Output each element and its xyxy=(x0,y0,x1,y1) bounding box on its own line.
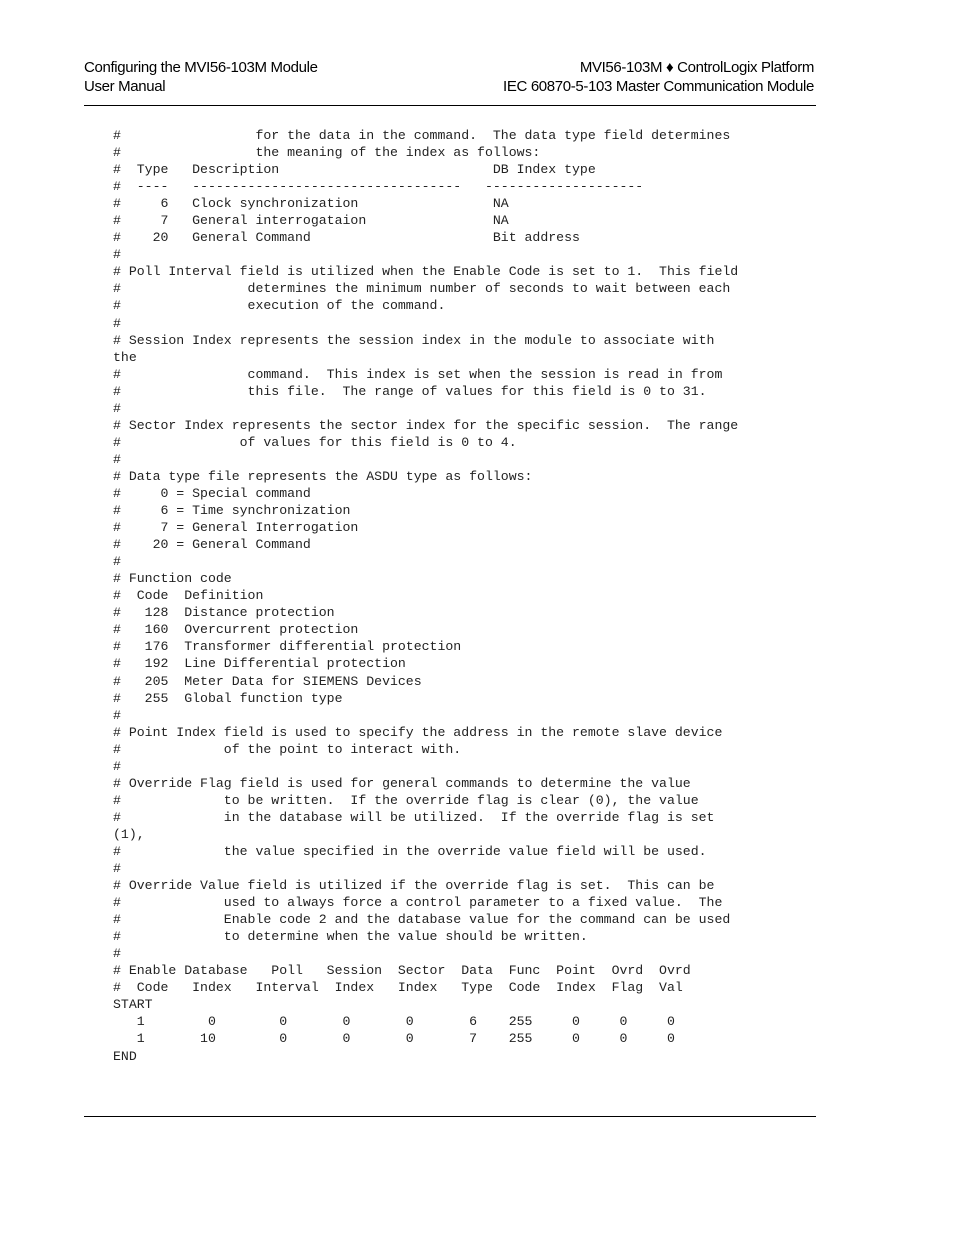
code-line: # xyxy=(113,451,121,467)
code-line: # Code Index Interval Index Index Type Code Index Flag Val xyxy=(113,980,683,996)
code-line: (1), xyxy=(113,826,145,842)
code-line: # determines the minimum number of seconds to wait between each xyxy=(113,281,731,297)
code-line: # 205 Meter Data for SIEMENS Devices xyxy=(113,673,422,689)
code-line: # in the database will be utilized. If the override flag is set xyxy=(113,809,715,825)
code-line: # 160 Overcurrent protection xyxy=(113,622,359,638)
code-line: # Point Index field is used to specify the address in the remote slave device xyxy=(113,724,723,740)
code-line: # Sector Index represents the sector index for the specific session. The range xyxy=(113,417,739,433)
code-line: # 6 Clock synchronization NA xyxy=(113,196,509,212)
code-line: # 176 Transformer differential protection xyxy=(113,639,462,655)
code-line: # Override Value field is utilized if the override flag is set. This can be xyxy=(113,878,715,894)
code-line: # Function code xyxy=(113,571,232,587)
code-line: # xyxy=(113,861,121,877)
code-line: # ---- ---------------------------------- -------------------- xyxy=(113,179,644,195)
code-line: # 0 = Special command xyxy=(113,485,311,501)
footer-divider xyxy=(84,1116,816,1117)
code-line: # 255 Global function type xyxy=(113,690,343,706)
code-line: # this file. The range of values for this field is 0 to 31. xyxy=(113,383,707,399)
code-line: # xyxy=(113,946,121,962)
code-line: # the meaning of the index as follows: xyxy=(113,145,541,161)
code-line: START xyxy=(113,997,153,1013)
config-file-listing xyxy=(113,127,813,1065)
code-line: # 192 Line Differential protection xyxy=(113,656,406,672)
code-line: # 7 = General Interrogation xyxy=(113,520,359,536)
code-line: # Type Description DB Index type xyxy=(113,162,596,178)
code-line: the xyxy=(113,349,137,365)
header-right xyxy=(503,58,814,96)
code-line: # used to always force a control parameter to a fixed value. The xyxy=(113,895,723,911)
code-line: # 7 General interrogataion NA xyxy=(113,213,509,229)
code-line: END xyxy=(113,1048,137,1064)
code-line: # 20 = General Command xyxy=(113,537,311,553)
code-line: 1 0 0 0 0 6 255 0 0 0 xyxy=(113,1014,675,1030)
code-line: # of values for this field is 0 to 4. xyxy=(113,434,517,450)
code-line: # execution of the command. xyxy=(113,298,446,314)
header-left xyxy=(84,58,318,96)
code-line: # xyxy=(113,758,121,774)
code-line: # for the data in the command. The data type field determines xyxy=(113,128,731,143)
code-line: # the value specified in the override value field will be used. xyxy=(113,843,707,859)
header-divider xyxy=(84,105,816,106)
code-line: # Data type file represents the ASDU type as follows: xyxy=(113,468,533,484)
code-line: # Enable code 2 and the database value for the command can be used xyxy=(113,912,731,928)
code-line: # to determine when the value should be written. xyxy=(113,929,588,945)
code-line: # Session Index represents the session index in the module to associate with xyxy=(113,332,715,348)
code-line: # Poll Interval field is utilized when the Enable Code is set to 1. This field xyxy=(113,264,739,280)
code-line: # Override Flag field is used for general commands to determine the value xyxy=(113,775,691,791)
code-line: # xyxy=(113,247,121,263)
code-line: # xyxy=(113,400,121,416)
code-line: # xyxy=(113,707,121,723)
header-right-title: MVI56-103M ♦ ControlLogix Platform xyxy=(579,59,814,76)
code-line: # xyxy=(113,554,121,570)
code-line: # xyxy=(113,315,121,331)
header-right-subtitle: IEC 60870-5-103 Master Communication Module xyxy=(503,78,814,95)
code-line: # Enable Database Poll Session Sector Data Func Point Ovrd Ovrd xyxy=(113,963,691,979)
code-line: # command. This index is set when the session is read in from xyxy=(113,366,723,382)
code-line: # 128 Distance protection xyxy=(113,605,335,621)
header-left-subtitle: User Manual xyxy=(84,78,166,95)
header-left-title: Configuring the MVI56-103M Module xyxy=(84,59,318,76)
code-line: 1 10 0 0 0 7 255 0 0 0 xyxy=(113,1031,675,1047)
code-line: # of the point to interact with. xyxy=(113,741,462,757)
code-line: # 20 General Command Bit address xyxy=(113,230,580,246)
code-line: # Code Definition xyxy=(113,588,264,604)
code-line: # to be written. If the override flag is clear (0), the value xyxy=(113,792,699,808)
code-line: # 6 = Time synchronization xyxy=(113,503,351,519)
